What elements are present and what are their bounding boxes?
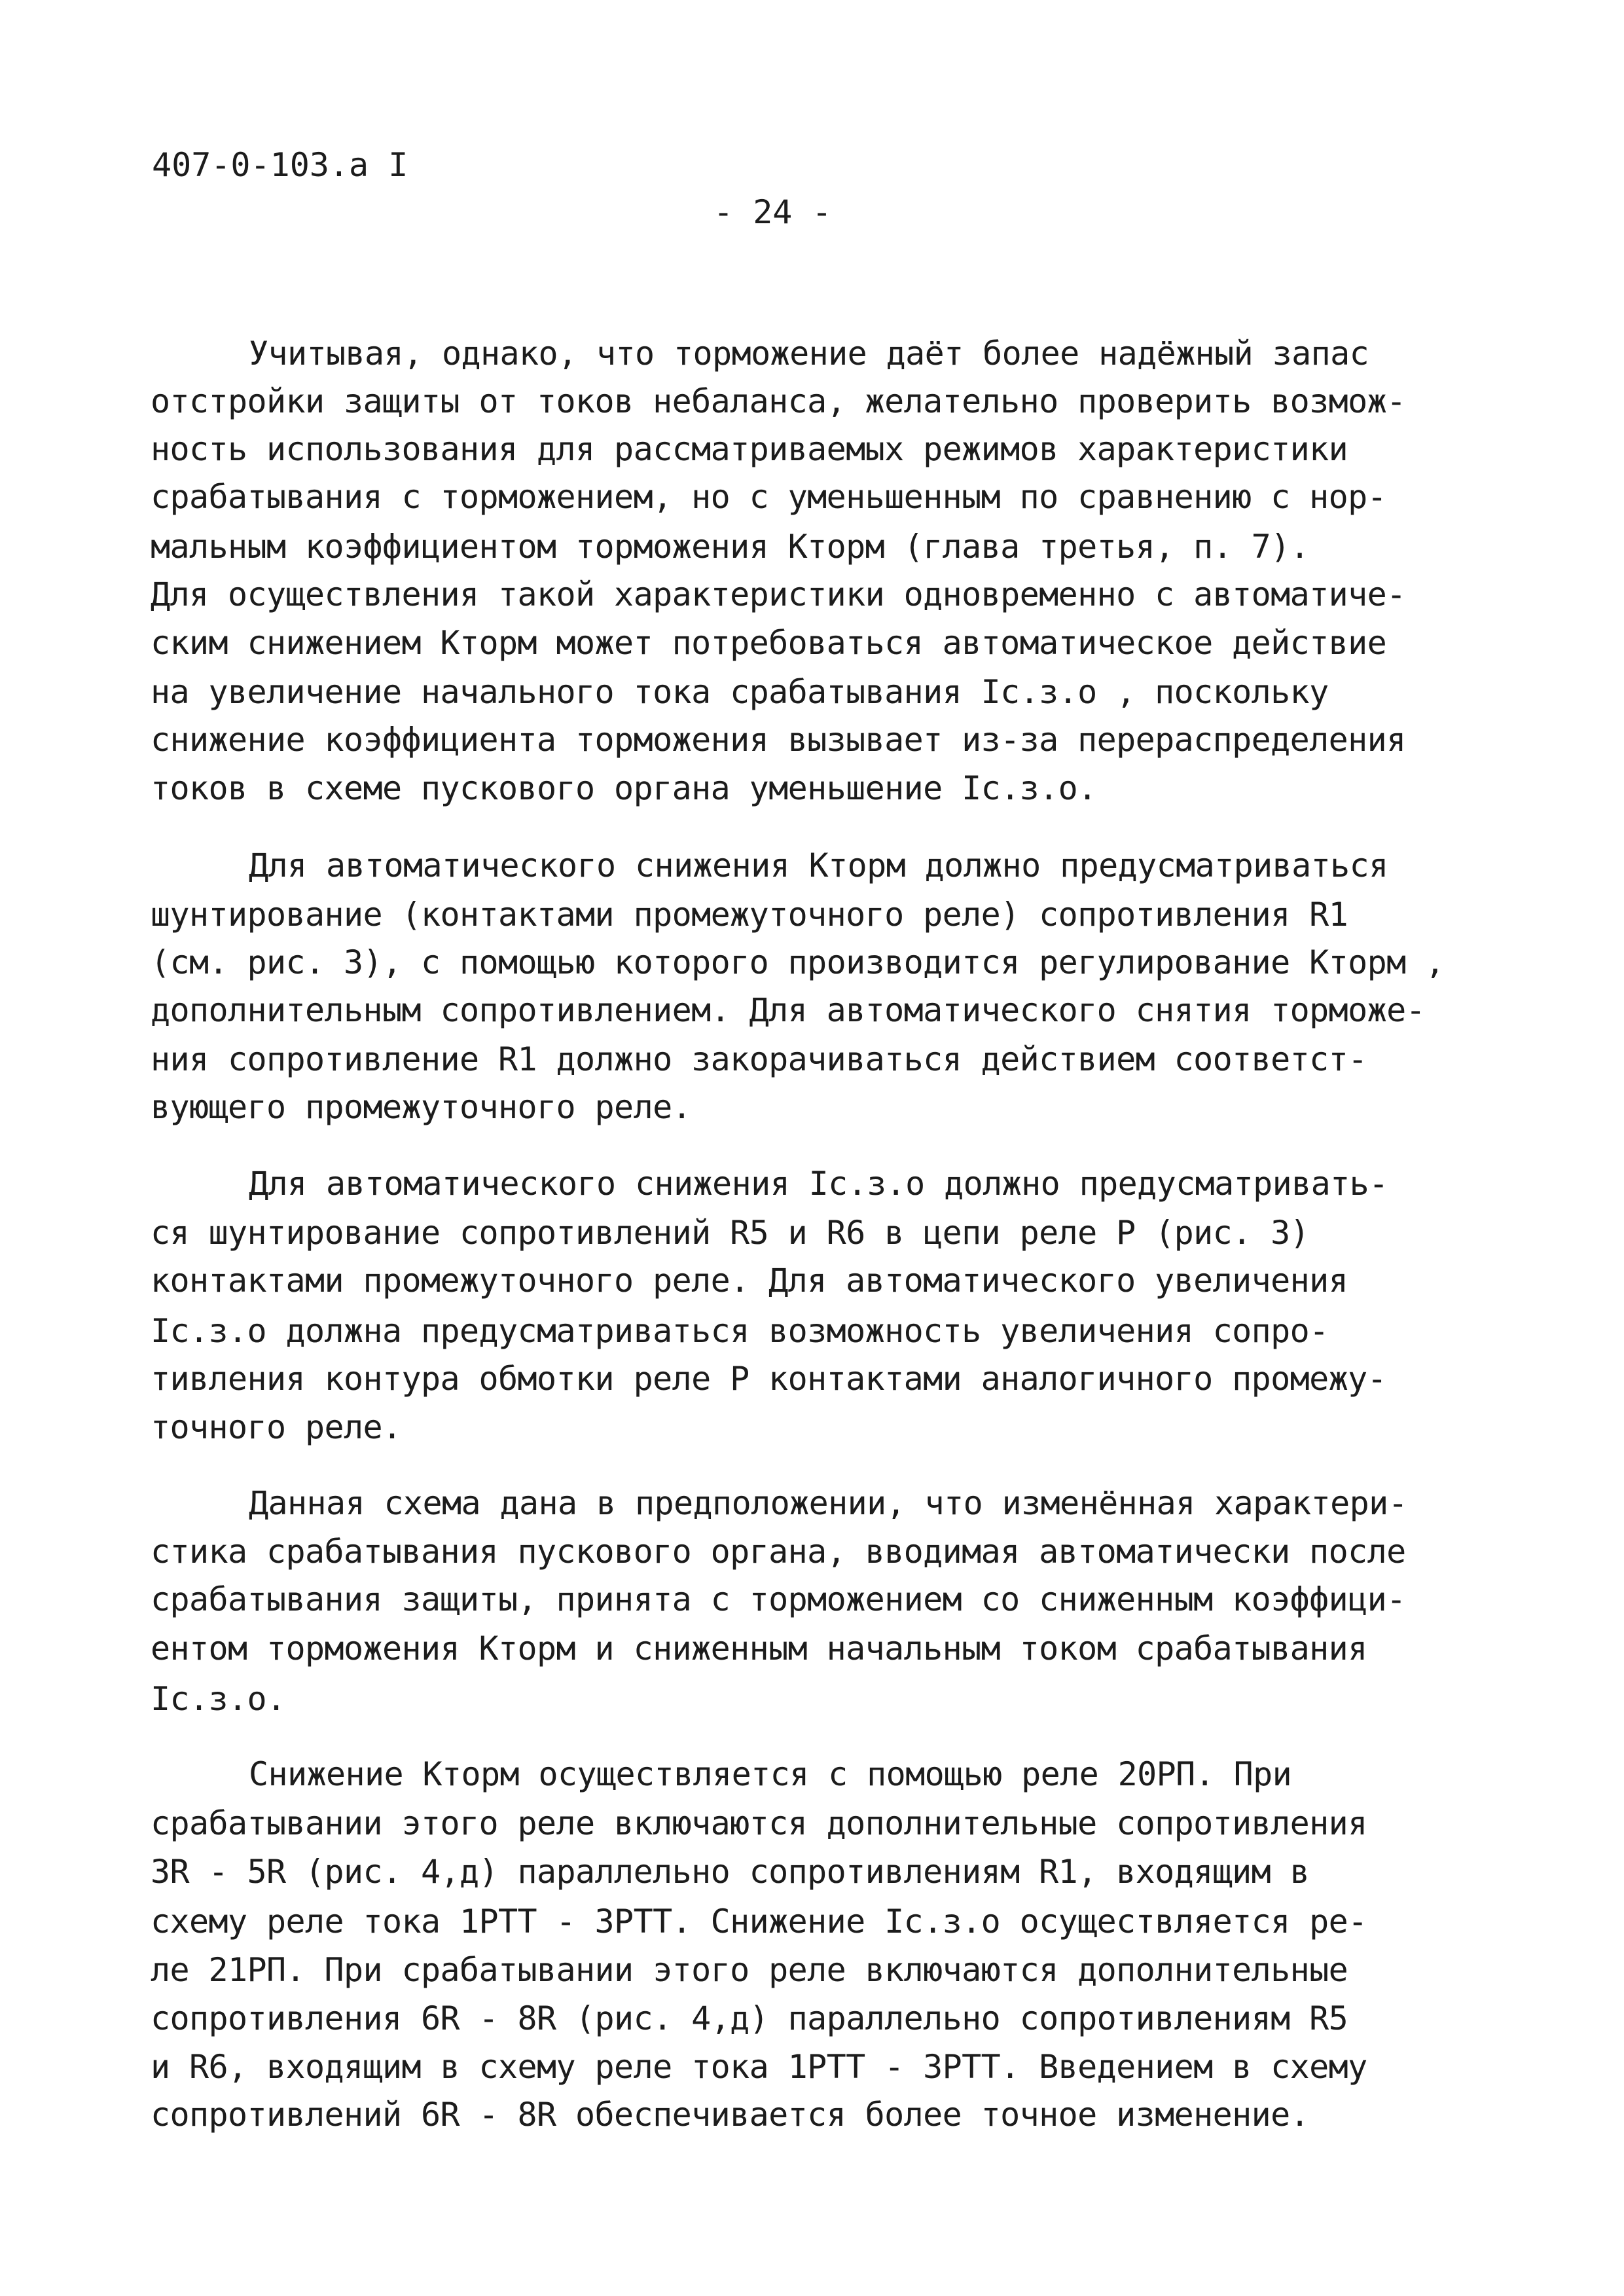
text-line: мальным коэффициентом торможения Kторм (глава третья, п. 7). xyxy=(151,528,1310,566)
text-line: Для автоматического снижения Iс.з.о должно предусматривать- xyxy=(249,1165,1388,1203)
text-line: (см. рис. 3), с помощью которого производится регулирование Kторм , xyxy=(151,943,1445,981)
text-line: сопротивления 6R - 8R (рис. 4,д) параллельно сопротивлениям R5 xyxy=(151,1999,1348,2037)
text-line: срабатывании этого реле включаются дополнительные сопротивления xyxy=(151,1804,1367,1842)
text-line: вующего промежуточного реле. xyxy=(151,1088,692,1126)
text-line: ность использования для рассматриваемых режимов характеристики xyxy=(151,430,1348,468)
text-line: токов в схеме пускового органа уменьшение Iс.з.о. xyxy=(151,769,1097,807)
text-line: тивления контура обмотки реле Р контактами аналогичного промежу- xyxy=(151,1360,1387,1398)
text-line: Для автоматического снижения Kторм должно предусматриваться xyxy=(249,847,1388,884)
text-line: Снижение Kторм осуществляется с помощью реле 20РП. При xyxy=(249,1755,1292,1793)
text-line: Для осуществления такой характеристики одновременно с автоматиче- xyxy=(151,575,1406,613)
text-line: сопротивлений 6R - 8R обеспечивается более точное изменение. xyxy=(151,2096,1310,2134)
text-line: стика срабатывания пускового органа, вводимая автоматически после xyxy=(151,1533,1406,1571)
text-line: отстройки защиты от токов небаланса, желательно проверить возмож- xyxy=(151,382,1406,420)
text-line: ентом торможения Kторм и сниженным начальным током срабатывания xyxy=(151,1630,1367,1667)
text-line: ским снижением Kторм может потребоваться автоматическое действие xyxy=(151,624,1387,662)
text-line: Учитывая, однако, что торможение даёт более надёжный запас xyxy=(249,335,1369,373)
document-code: 407-0-103.а I xyxy=(152,146,408,184)
text-line: Данная схема дана в предположении, что изменённая характери- xyxy=(249,1484,1408,1522)
text-line: и R6, входящим в схему реле тока 1РТТ - 3РТТ. Введением в схему xyxy=(151,2048,1367,2086)
text-line: срабатывания защиты, принята с торможением со сниженным коэффици- xyxy=(151,1580,1406,1618)
text-line: Iс.з.о должна предусматриваться возможность увеличения сопро- xyxy=(151,1312,1329,1350)
text-line: на увеличение начального тока срабатывания Iс.з.о , поскольку xyxy=(151,673,1329,711)
text-line: ся шунтирование сопротивлений R5 и R6 в цепи реле Р (рис. 3) xyxy=(151,1214,1310,1252)
text-line: снижение коэффициента торможения вызывает из-за перераспределения xyxy=(151,721,1406,759)
text-line: 3R - 5R (рис. 4,д) параллельно сопротивлениям R1, входящим в xyxy=(151,1853,1310,1891)
page-number: - 24 - xyxy=(713,193,832,231)
text-line: ле 21РП. При срабатывании этого реле включаются дополнительные xyxy=(151,1951,1348,1989)
text-line: срабатывания с торможением, но с уменьшенным по сравнению с нор- xyxy=(151,478,1387,516)
text-line: шунтирование (контактами промежуточного реле) сопротивления R1 xyxy=(151,896,1348,934)
text-line: схему реле тока 1РТТ - 3РТТ. Снижение Iс.з.о осуществляется ре- xyxy=(151,1903,1367,1941)
text-line: Iс.з.о. xyxy=(151,1680,286,1718)
text-line: дополнительным сопротивлением. Для автоматического снятия торможе- xyxy=(151,991,1426,1029)
text-line: точного реле. xyxy=(151,1408,402,1446)
text-line: контактами промежуточного реле. Для автоматического увеличения xyxy=(151,1262,1348,1300)
text-line: ния сопротивление R1 должно закорачиваться действием соответст- xyxy=(151,1040,1367,1078)
